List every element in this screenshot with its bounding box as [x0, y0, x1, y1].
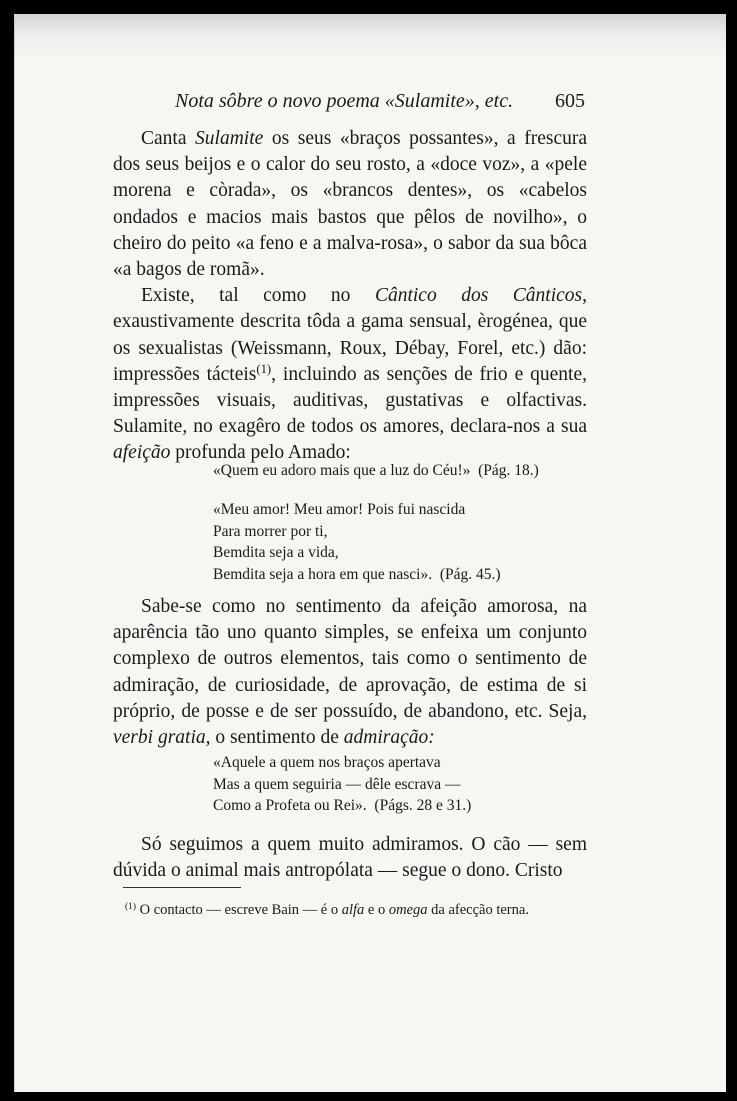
verse-line: «Meu amor! Meu amor! Pois fui nascida: [213, 501, 466, 518]
verse-line: Para morrer por ti,: [213, 522, 328, 540]
paragraph-3: Sabe-se como no sentimento da afeição amorosa, na aparência tão uno quanto simples, se enfeixa um conjunto complexo de outros elementos, tais como o sentimento de admiração, de curiosidade, de aprovação, de estima de si próprio, de posse e de ser possuído, de abandono, etc. Seja, verbi gratia, o sentimento de admiração:: [113, 596, 587, 749]
body-text-bottom: [113, 832, 587, 884]
paragraph-1: Canta Sulamite os seus «braços possantes», a frescura dos seus beijos e o calor do seu rosto, a «doce voz», a «pele morena e còrada», os «brancos dentes», os «cabelos ondados e macios mais bastos que pêlos de novilho», o cheiro do peito «a feno e a malva-rosa», o sabor da sua bôca «a bagos de romã».: [113, 128, 588, 281]
paragraph-2: Existe, tal como no Cântico dos Cânticos, exaustivamente descrita tôda a gama sensual, èrogénea, que os sexualistas (Weissmann, Roux, Débay, Forel, etc.) dão: impressões tácteis$^{(1)}$, incluindo as senções de frio e quente, impressões visuais, auditivas, gustativas e olfactivas. Sulamite, no exagêro de todos os amores, declara-nos a sua afeição profunda pelo Amado:: [113, 285, 588, 464]
footnote: $^{(1)}$ O contacto — escreve Bain — é o alfa e o omega da afecção terna.: [125, 901, 529, 918]
paragraph-4: Só seguimos a quem muito admiramos. O cão — sem dúvida o animal mais antropólata — segue o dono. Cristo: [113, 834, 587, 882]
page-number: 605: [555, 90, 585, 112]
verse-line: «Aquele a quem nos braços apertava: [213, 754, 441, 771]
verse-quote-3: [213, 752, 593, 817]
body-text-middle: [113, 594, 587, 751]
footnote-mark: (1): [125, 901, 136, 912]
body-text-top: [113, 126, 587, 467]
footnote-rule: [123, 887, 241, 888]
verse-quote-1: «Quem eu adoro mais que a luz do Céu!» (Pág. 18.): [213, 462, 539, 479]
verse-line: Mas a quem seguiria — dêle escrava —: [213, 775, 461, 793]
scan-shadow: [15, 14, 726, 59]
verse-line: Bemdita seja a vida,: [213, 544, 339, 561]
book-page: [14, 14, 726, 1092]
verse-line: Como a Profeta ou Rei». (Págs. 28 e 31.): [213, 797, 472, 814]
running-head: [15, 90, 726, 120]
running-head-title: Nota sôbre o novo poema «Sulamite», etc.: [175, 90, 514, 112]
footnote-reference[interactable]: (1): [256, 361, 272, 376]
verse-line: Bemdita seja a hora em que nasci». (Pág. 45.): [213, 565, 501, 583]
verse-quote-2: [213, 499, 593, 585]
